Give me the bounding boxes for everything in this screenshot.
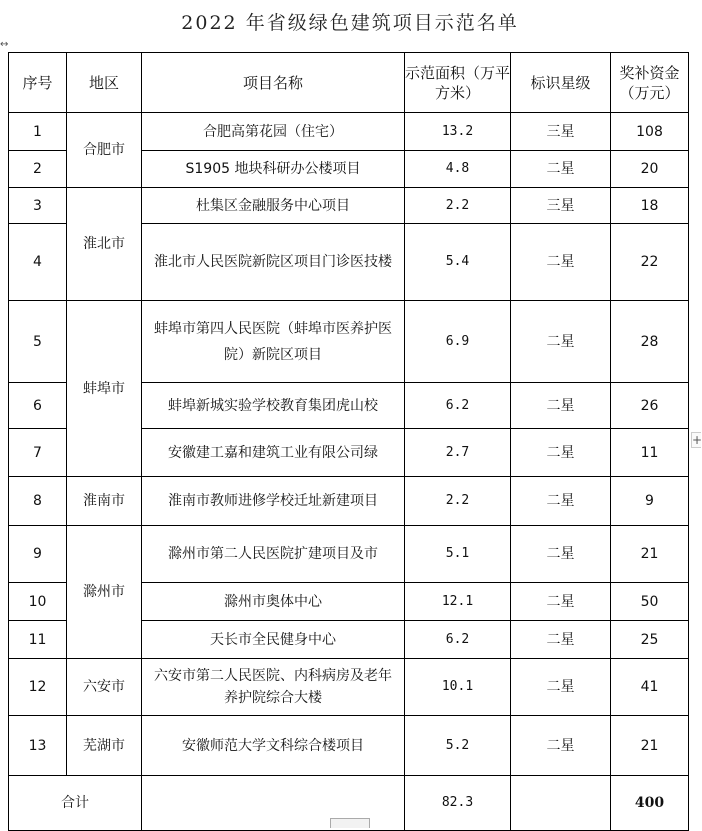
fund-value: 20 (611, 151, 689, 188)
area-value: 13.2 (405, 113, 511, 151)
row-index: 2 (9, 151, 67, 188)
total-label: 合计 (9, 776, 142, 831)
star-value: 二星 (511, 526, 611, 583)
fund-value: 28 (611, 301, 689, 383)
star-value: 三星 (511, 113, 611, 151)
project-name: 淮北市人民医院新院区项目门诊医技楼 (142, 224, 405, 301)
star-value: 二星 (511, 301, 611, 383)
row-index: 11 (9, 621, 67, 659)
star-value: 二星 (511, 429, 611, 477)
row-index: 1 (9, 113, 67, 151)
page-break-handle[interactable] (330, 818, 370, 828)
header-fund: 奖补资金（万元） (611, 53, 689, 113)
table-row (9, 301, 689, 383)
project-name: S1905 地块科研办公楼项目 (142, 151, 405, 188)
region-cell: 滁州市 (67, 526, 142, 659)
region-cell: 芜湖市 (67, 716, 142, 776)
row-index: 4 (9, 224, 67, 301)
area-value: 5.1 (405, 526, 511, 583)
row-index: 10 (9, 583, 67, 621)
table-move-handle-icon[interactable]: ↔ (0, 39, 9, 50)
table-row (9, 526, 689, 583)
region-cell: 淮南市 (67, 477, 142, 526)
row-index: 9 (9, 526, 67, 583)
project-name: 滁州市奥体中心 (142, 583, 405, 621)
row-index: 5 (9, 301, 67, 383)
project-name: 安徽建工嘉和建筑工业有限公司绿 (142, 429, 405, 477)
area-value: 2.2 (405, 188, 511, 224)
project-name: 淮南市教师进修学校迁址新建项目 (142, 477, 405, 526)
area-value: 10.1 (405, 659, 511, 716)
fund-value: 26 (611, 383, 689, 429)
area-value: 6.9 (405, 301, 511, 383)
table-row (9, 716, 689, 776)
row-index: 7 (9, 429, 67, 477)
project-name: 合肥高第花园（住宅） (142, 113, 405, 151)
header-star: 标识星级 (511, 53, 611, 113)
table-row (9, 659, 689, 716)
header-project: 项目名称 (142, 53, 405, 113)
header-area: 示范面积（万平方米） (405, 53, 511, 113)
star-value: 二星 (511, 383, 611, 429)
header-index: 序号 (9, 53, 67, 113)
header-region: 地区 (67, 53, 142, 113)
row-index: 13 (9, 716, 67, 776)
fund-value: 41 (611, 659, 689, 716)
star-value: 二星 (511, 151, 611, 188)
project-table (8, 52, 689, 831)
add-column-icon[interactable]: + (692, 433, 702, 447)
star-value: 二星 (511, 224, 611, 301)
table-row (9, 188, 689, 224)
area-value: 2.2 (405, 477, 511, 526)
fund-value: 22 (611, 224, 689, 301)
star-value: 二星 (511, 621, 611, 659)
fund-value: 21 (611, 526, 689, 583)
region-cell: 淮北市 (67, 188, 142, 301)
star-value: 三星 (511, 188, 611, 224)
fund-value: 25 (611, 621, 689, 659)
project-name: 天长市全民健身中心 (142, 621, 405, 659)
fund-value: 50 (611, 583, 689, 621)
star-value: 二星 (511, 583, 611, 621)
row-index: 6 (9, 383, 67, 429)
project-name: 安徽师范大学文科综合楼项目 (142, 716, 405, 776)
area-value: 4.8 (405, 151, 511, 188)
area-value: 5.4 (405, 224, 511, 301)
project-name: 蚌埠新城实验学校教育集团虎山校 (142, 383, 405, 429)
star-value: 二星 (511, 659, 611, 716)
region-cell: 合肥市 (67, 113, 142, 188)
area-value: 6.2 (405, 383, 511, 429)
star-value: 二星 (511, 716, 611, 776)
project-name (142, 526, 405, 583)
region-cell: 蚌埠市 (67, 301, 142, 477)
table-header-row (9, 53, 689, 113)
row-index: 3 (9, 188, 67, 224)
total-star-empty (511, 776, 611, 831)
fund-value: 108 (611, 113, 689, 151)
star-value: 二星 (511, 477, 611, 526)
row-index: 8 (9, 477, 67, 526)
row-index: 12 (9, 659, 67, 716)
area-value: 5.2 (405, 716, 511, 776)
region-cell: 六安市 (67, 659, 142, 716)
area-value: 2.7 (405, 429, 511, 477)
project-name: 六安市第二人民医院、内科病房及老年养护院综合大楼 (142, 659, 405, 716)
document-title: 2022 年省级绿色建筑项目示范名单 (181, 12, 519, 34)
project-name: 杜集区金融服务中心项目 (142, 188, 405, 224)
total-area: 82.3 (405, 776, 511, 831)
table-row (9, 113, 689, 151)
table-row (9, 477, 689, 526)
area-value: 12.1 (405, 583, 511, 621)
area-value: 6.2 (405, 621, 511, 659)
fund-value: 21 (611, 716, 689, 776)
project-name: 蚌埠市第四人民医院（蚌埠市医养护医院）新院区项目 (142, 301, 405, 383)
project-name-text: 滁州市第二人民医院扩建项目及市 (168, 546, 378, 562)
fund-value: 9 (611, 477, 689, 526)
total-fund: 400 (611, 776, 689, 831)
fund-value: 18 (611, 188, 689, 224)
fund-value: 11 (611, 429, 689, 477)
